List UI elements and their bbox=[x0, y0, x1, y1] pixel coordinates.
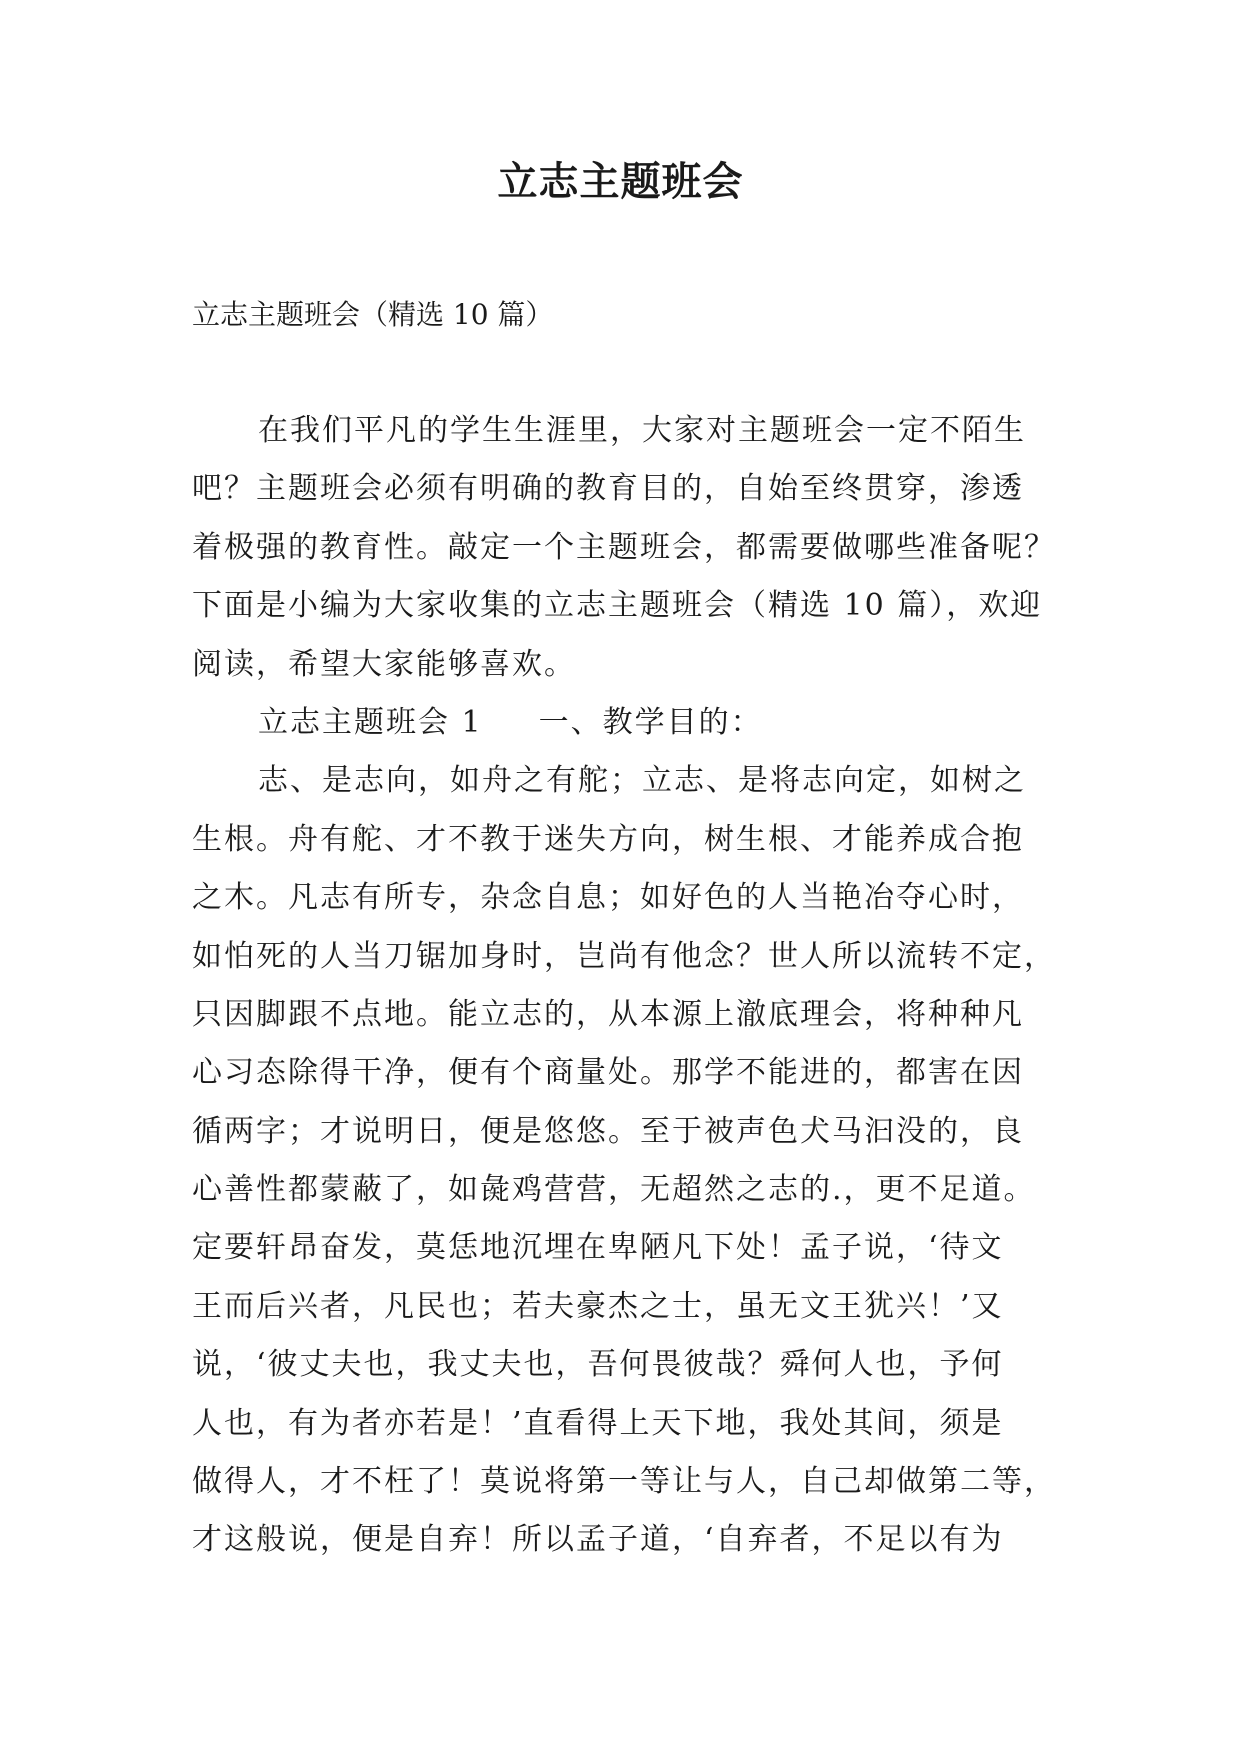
paragraph-line: 才这般说，便是自弃！所以孟子道，‘自弃者，不足以有为 bbox=[192, 1522, 1004, 1558]
paragraph-line: 说，‘彼丈夫也，我丈夫也，吾何畏彼哉？舜何人也，予何 bbox=[192, 1347, 1004, 1383]
paragraph-line: 心习态除得干净，便有个商量处。那学不能进的，都害在因 bbox=[192, 1055, 1024, 1091]
paragraph-line: 在我们平凡的学生生涯里，大家对主题班会一定不陌生 bbox=[258, 413, 1026, 448]
paragraph-line: 定要轩昂奋发，莫恁地沉埋在卑陋凡下处！孟子说，‘待文 bbox=[192, 1230, 1004, 1266]
paragraph-line: 吧？主题班会必须有明确的教育目的，自始至终贯穿，渗透 bbox=[192, 471, 1024, 507]
paragraph-line: 王而后兴者，凡民也；若夫豪杰之士，虽无文王犹兴！’又 bbox=[192, 1288, 1004, 1324]
paragraph-line: 做得人，才不枉了！莫说将第一等让与人，自己却做第二等， bbox=[192, 1464, 1056, 1500]
paragraph-line: 循两字；才说明日，便是悠悠。至于被声色犬马汩没的，良 bbox=[192, 1113, 1024, 1149]
paragraph-line: 之木。凡志有所专，杂念自息；如好色的人当艳冶夺心时， bbox=[192, 880, 1024, 916]
document-title: 立志主题班会 bbox=[497, 158, 744, 205]
paragraph-line: 只因脚跟不点地。能立志的，从本源上澈底理会，将种种凡 bbox=[192, 996, 1024, 1032]
paragraph-line: 生根。舟有舵、才不教于迷失方向，树生根、才能养成合抱 bbox=[192, 821, 1024, 857]
paragraph-line: 着极强的教育性。敲定一个主题班会，都需要做哪些准备呢？ bbox=[192, 529, 1056, 565]
paragraph-line: 志、是志向，如舟之有舵；立志、是将志向定，如树之 bbox=[258, 763, 1026, 799]
document-body bbox=[192, 402, 1072, 1570]
section-label: 立志主题班会 1 bbox=[258, 704, 483, 740]
paragraph-line: 心善性都蒙蔽了，如彘鸡营营，无超然之志的.，更不足道。 bbox=[192, 1172, 1036, 1208]
section-heading: 一、教学目的： bbox=[538, 704, 763, 740]
paragraph-line: 阅读，希望大家能够喜欢。 bbox=[192, 646, 576, 682]
paragraph-line: 下面是小编为大家收集的立志主题班会（精选 10 篇），欢迎 bbox=[192, 588, 1043, 624]
paragraph-line: 人也，有为者亦若是！’直看得上天下地，我处其间，须是 bbox=[192, 1405, 1004, 1441]
paragraph-line: 如怕死的人当刀锯加身时，岂尚有他念？世人所以流转不定， bbox=[192, 938, 1056, 974]
section-heading-line bbox=[192, 694, 1072, 752]
document-subtitle: 立志主题班会（精选 10 篇） bbox=[192, 298, 554, 331]
